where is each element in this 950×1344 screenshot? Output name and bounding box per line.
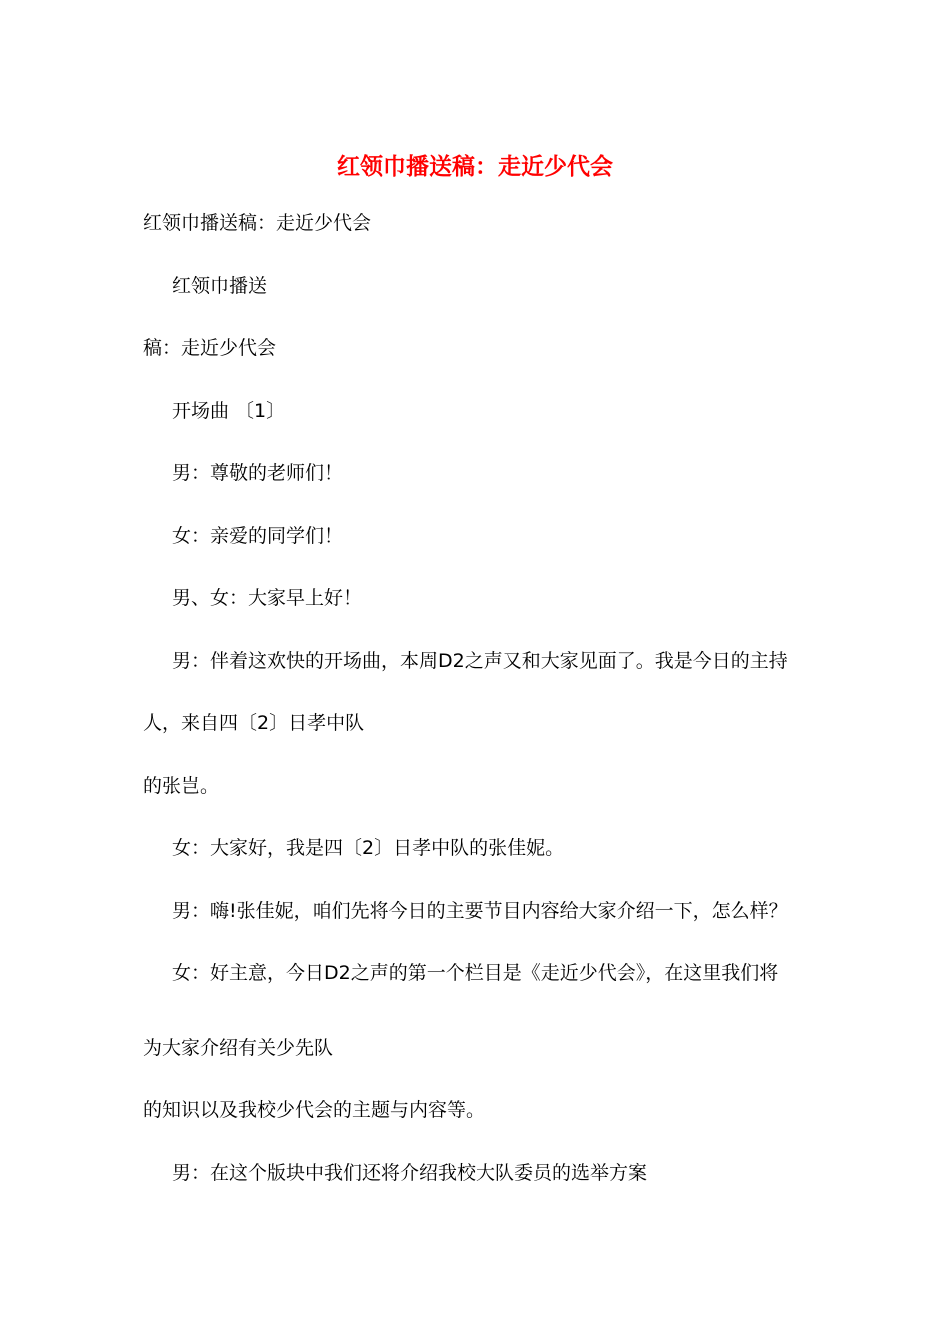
- text-line: 男：在这个版块中我们还将介绍我校大队委员的选举方案: [172, 1162, 648, 1184]
- text-line-subtitle: 红领巾播送稿：走近少代会: [143, 212, 372, 234]
- text-line: 稿：走近少代会: [143, 337, 277, 359]
- text-line: 的知识以及我校少代会的主题与内容等。: [143, 1099, 486, 1121]
- text-line: 男：伴着这欢快的开场曲，本周D2之声又和大家见面了。我是今日的主持: [172, 650, 788, 672]
- text-line: 红领巾播送: [172, 275, 268, 297]
- text-line: 为大家介绍有关少先队: [143, 1037, 334, 1059]
- text-line: 人，来自四〔2〕日孝中队: [143, 712, 365, 734]
- text-line: 女：好主意，今日D2之声的第一个栏目是《走近少代会》，在这里我们将: [172, 962, 779, 984]
- text-line: 男：尊敬的老师们！: [172, 462, 344, 484]
- text-line: 女：大家好，我是四〔2〕日孝中队的张佳妮。: [172, 837, 565, 859]
- text-line: 男：嗨!张佳妮，咱们先将今日的主要节目内容给大家介绍一下，怎么样？: [172, 900, 788, 922]
- text-line: 男、女：大家早上好！: [172, 587, 363, 609]
- text-line: 的张岂。: [143, 775, 220, 797]
- text-line: 开场曲 〔1〕: [172, 400, 286, 422]
- document-title: 红领巾播送稿：走近少代会: [337, 153, 613, 180]
- text-line: 女：亲爱的同学们！: [172, 525, 344, 547]
